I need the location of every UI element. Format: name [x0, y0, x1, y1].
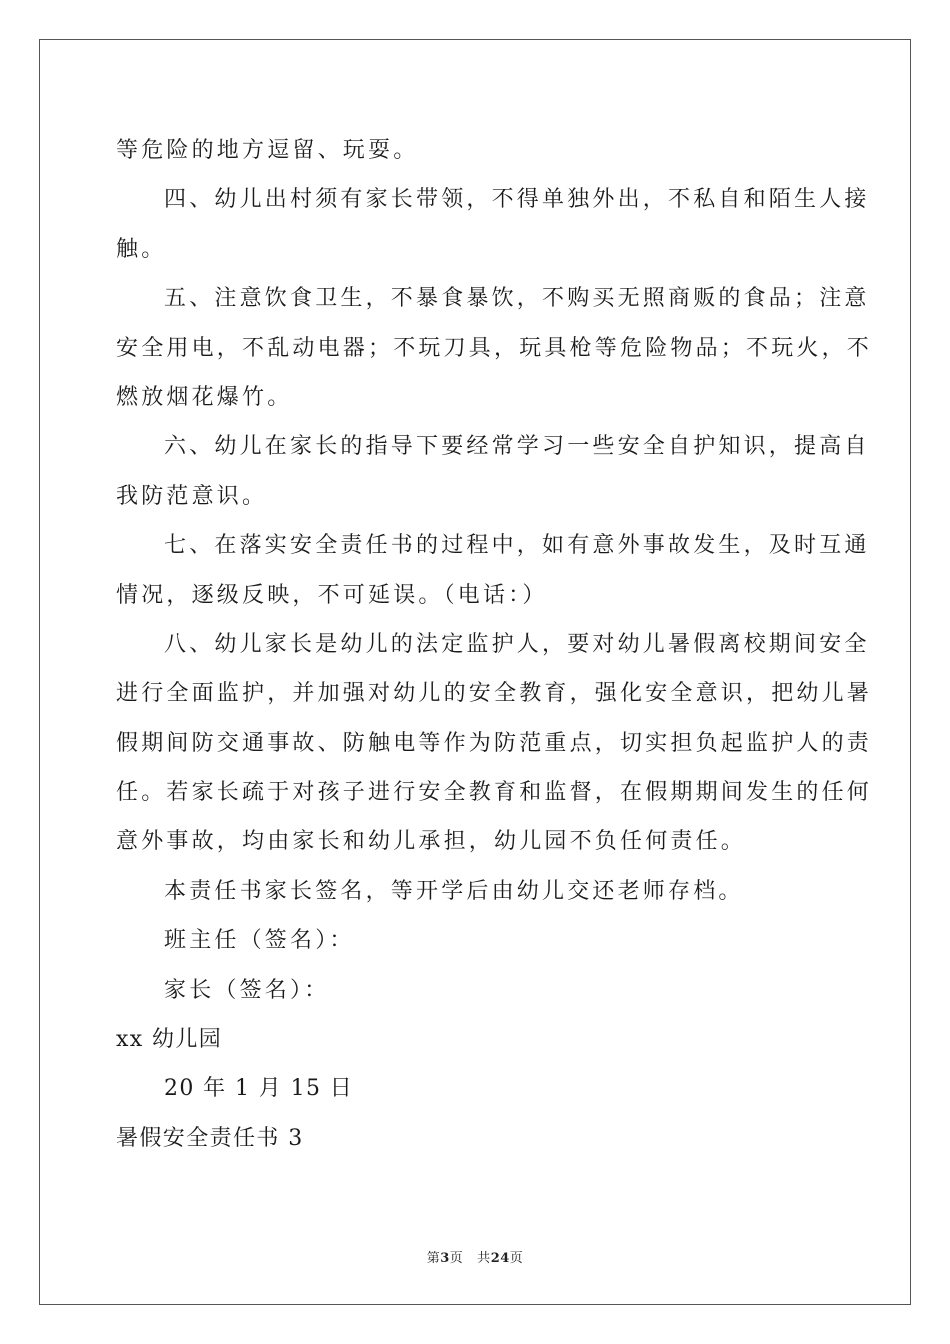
- teacher-signature-label: 班主任（签名）：: [164, 928, 355, 954]
- page-footer: [0, 1247, 950, 1266]
- paragraph-6-line-2: 我防范意识。: [116, 483, 268, 509]
- document-body: [116, 126, 873, 1163]
- text-line: 等危险的地方逗留、玩耍。: [116, 138, 419, 163]
- total-suffix: 页: [509, 1251, 524, 1266]
- paragraph-5-line-1: 五、注意饮食卫生，不暴食暴饮，不购买无照商贩的食品；注意: [164, 286, 870, 312]
- section-title: 暑假安全责任书 3: [116, 1125, 304, 1151]
- paragraph-8-line-3: 假期间防交通事故、防触电等作为防范重点，切实担负起监护人的责: [116, 730, 873, 756]
- total-prefix: 共: [477, 1251, 491, 1266]
- paragraph-8-line-2: 进行全面监护，并加强对幼儿的安全教育，强化安全意识，把幼儿暑: [116, 681, 873, 707]
- paragraph-6-line-1: 六、幼儿在家长的指导下要经常学习一些安全自护知识，提高自: [164, 434, 870, 460]
- kindergarten-name: xx 幼儿园: [116, 1027, 223, 1053]
- page-number: 3: [440, 1251, 450, 1266]
- paragraph-4-line-1: 四、幼儿出村须有家长带领，不得单独外出，不私自和陌生人接: [164, 187, 870, 213]
- paragraph-7-line-2: 情况，逐级反映，不可延误。（电话：）: [116, 582, 548, 608]
- parent-signature-label: 家长（签名）：: [164, 977, 330, 1003]
- paragraph-8-line-4: 任。若家长疏于对孩子进行安全教育和监督，在假期期间发生的任何: [116, 780, 873, 806]
- paragraph-4-line-2: 触。: [116, 236, 167, 262]
- total-pages: 24: [490, 1251, 510, 1266]
- document-date: 20 年 1 月 15 日: [164, 1076, 354, 1102]
- signature-instruction: 本责任书家长签名，等开学后由幼儿交还老师存档。: [164, 878, 744, 904]
- paragraph-5-line-2: 安全用电，不乱动电器；不玩刀具，玩具枪等危险物品；不玩火，不: [116, 335, 873, 361]
- paragraph-5-line-3: 燃放烟花爆竹。: [116, 384, 293, 410]
- page-prefix: 第: [426, 1251, 441, 1266]
- paragraph-8-line-1: 八、幼儿家长是幼儿的法定监护人，要对幼儿暑假离校期间安全: [164, 631, 870, 657]
- paragraph-7-line-1: 七、在落实安全责任书的过程中，如有意外事故发生，及时互通: [164, 533, 870, 559]
- page-suffix: 页: [449, 1251, 464, 1266]
- paragraph-8-line-5: 意外事故，均由家长和幼儿承担，幼儿园不负任何责任。: [116, 829, 747, 855]
